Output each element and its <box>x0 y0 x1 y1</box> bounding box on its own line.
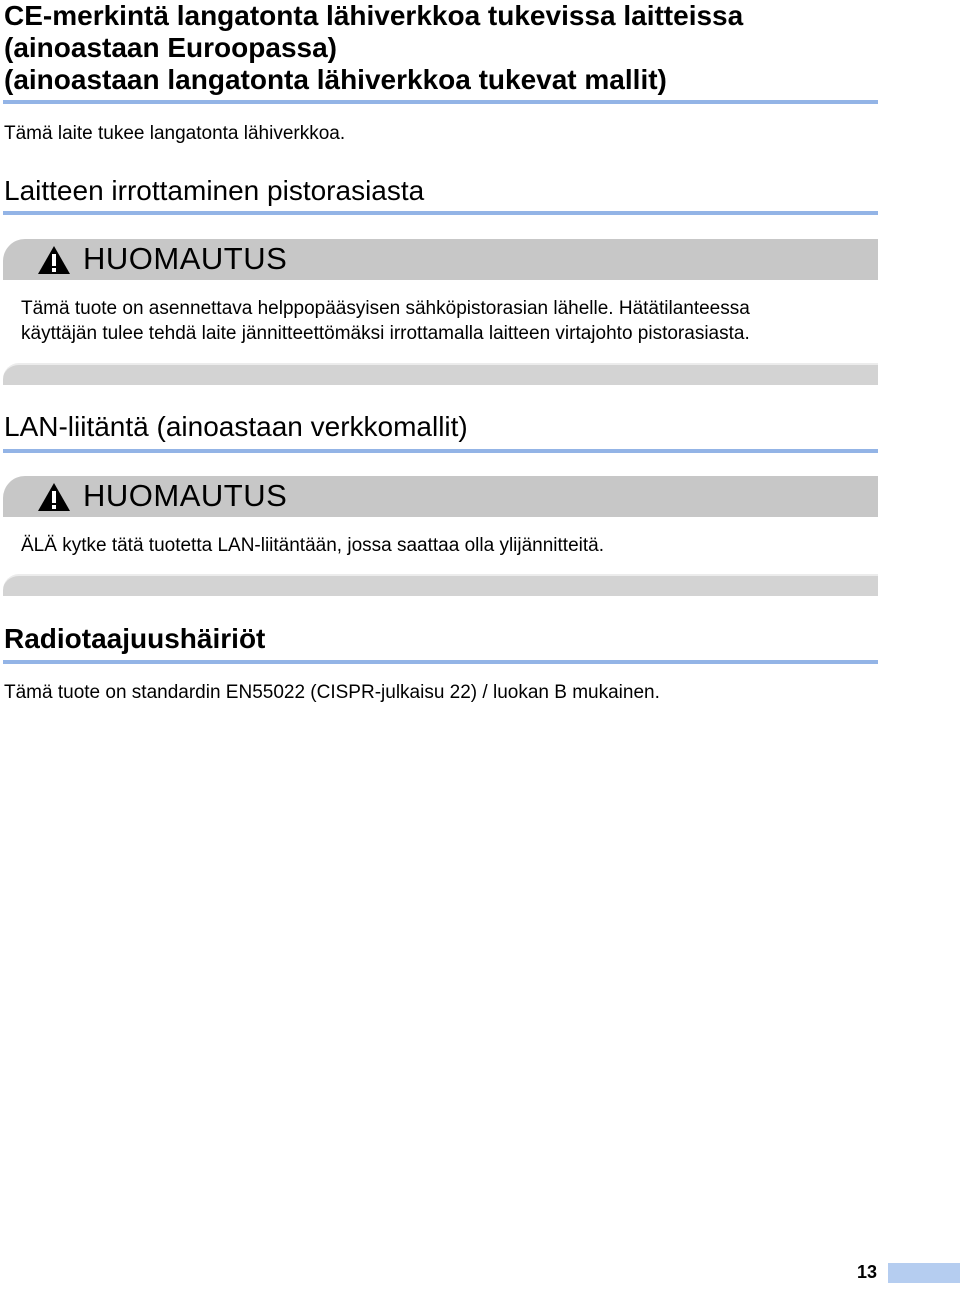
body-text: Tämä laite tukee langatonta lähiverkkoa. <box>4 123 346 144</box>
caution-text-line1: Tämä tuote on asennettava helppopääsyisen sähköpistorasian lähelle. Hätätilanteessa <box>21 298 750 319</box>
caution-header <box>3 476 878 517</box>
section-rule <box>3 100 878 104</box>
caution-text-line1: ÄLÄ kytke tätä tuotetta LAN-liitäntään, jossa saattaa olla ylijännitteitä. <box>21 535 604 556</box>
caution-label: HUOMAUTUS <box>83 241 288 276</box>
warning-triangle-icon <box>37 245 71 275</box>
section-title-radio-interference: Radiotaajuushäiriöt <box>4 623 266 654</box>
section-rule <box>3 660 878 664</box>
section-title-lan: LAN-liitäntä (ainoastaan verkkomallit) <box>4 411 468 442</box>
caution-footer <box>3 574 878 596</box>
section-title-ce-marking-line1: CE-merkintä langatonta lähiverkkoa tukevissa laitteissa <box>4 0 744 31</box>
caution-text-line2: käyttäjän tulee tehdä laite jännitteettömäksi irrottamalla laitteen virtajohto pistorasiasta. <box>21 323 750 344</box>
page-number: 13 <box>857 1262 878 1282</box>
caution-label: HUOMAUTUS <box>83 478 288 513</box>
section-title-unplugging: Laitteen irrottaminen pistorasiasta <box>4 175 425 206</box>
page-tab <box>888 1263 960 1283</box>
warning-triangle-icon <box>37 482 71 512</box>
section-title-ce-marking-line3: (ainoastaan langatonta lähiverkkoa tukevat mallit) <box>4 64 667 95</box>
caution-footer <box>3 363 878 385</box>
caution-header <box>3 239 878 280</box>
section-rule <box>3 211 878 215</box>
section-title-ce-marking-line2: (ainoastaan Euroopassa) <box>4 32 337 63</box>
body-text: Tämä tuote on standardin EN55022 (CISPR-julkaisu 22) / luokan B mukainen. <box>4 682 660 703</box>
section-rule <box>3 449 878 453</box>
